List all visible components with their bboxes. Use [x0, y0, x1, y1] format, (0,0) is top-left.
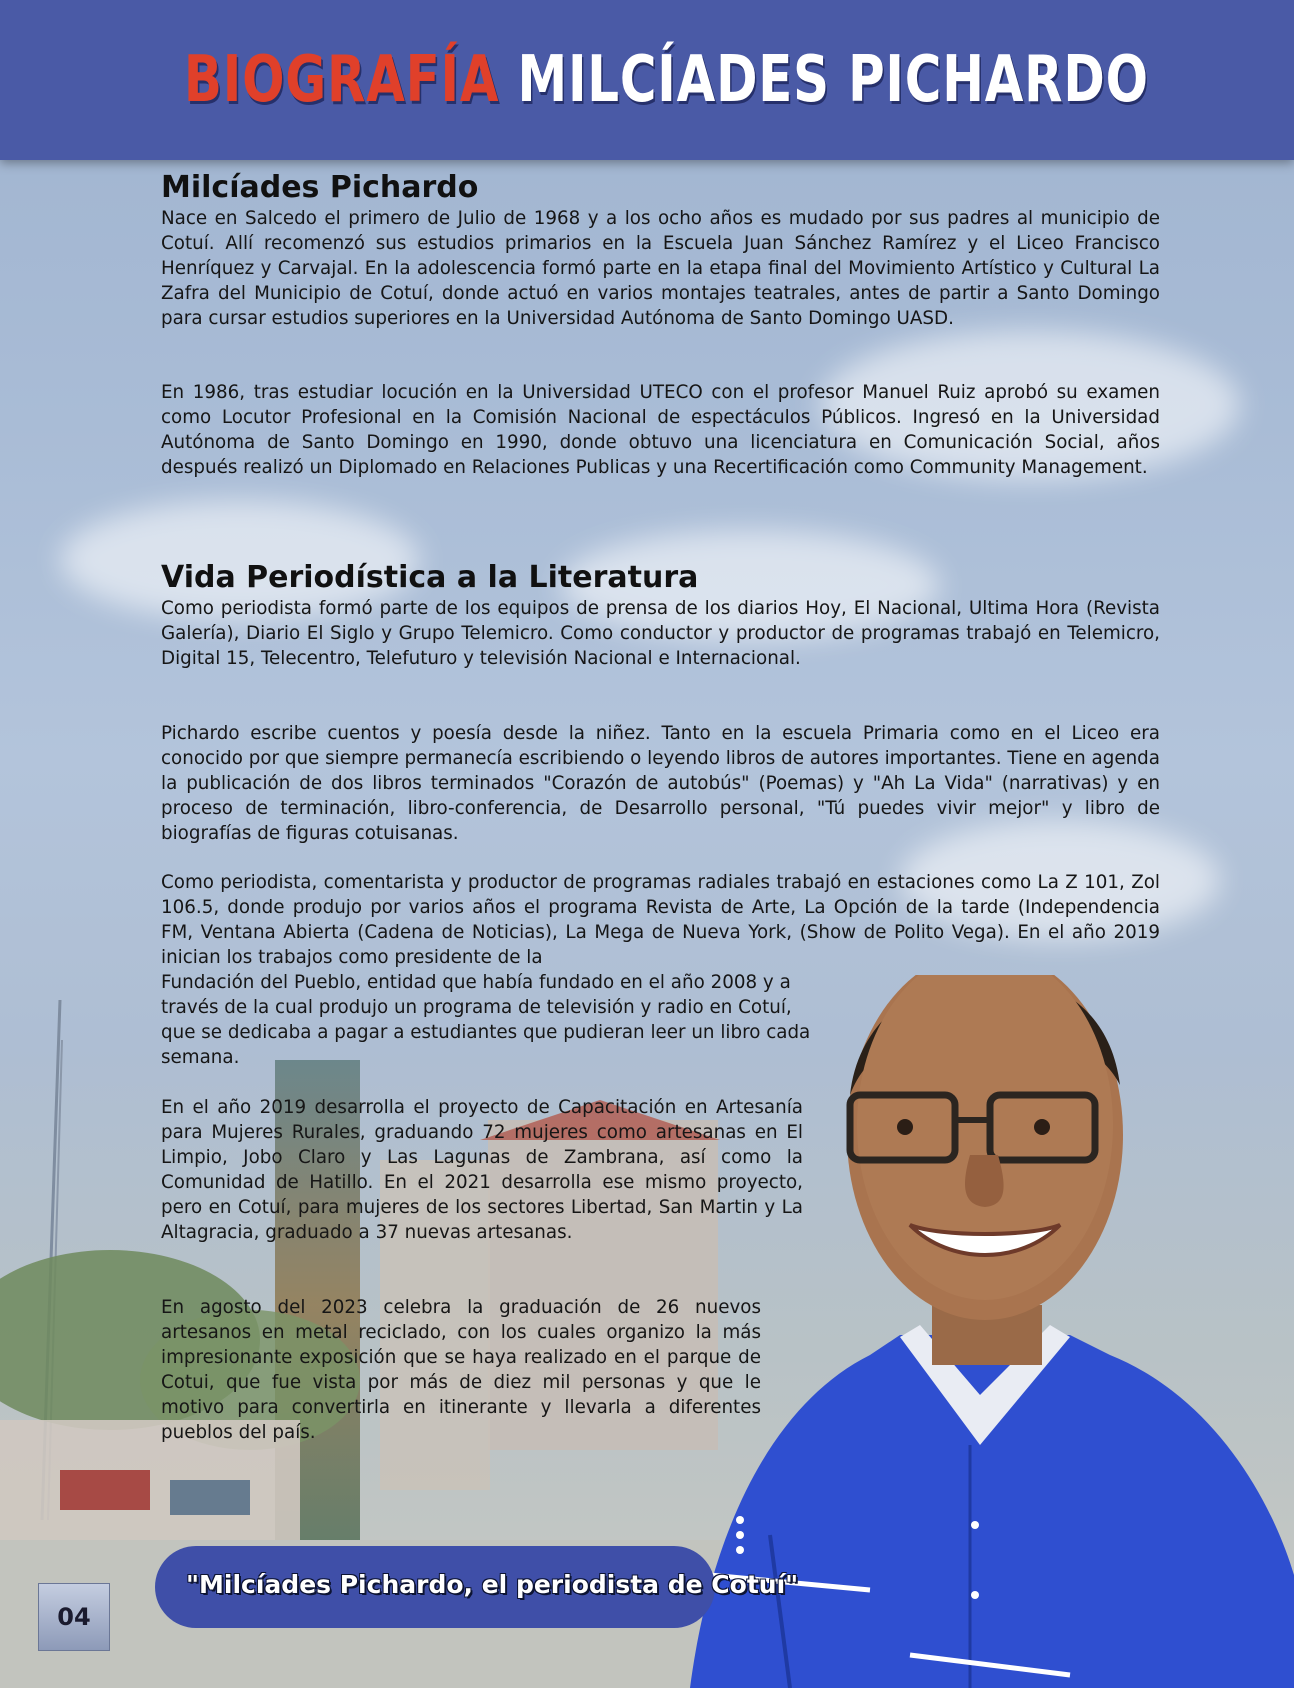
paragraph: En agosto del 2023 celebra la graduación de 26 nuevos artesanos en metal reciclado, con los cuales organizo la más impresionante exposición que se haya realizado en el parque de Cotui, que fue vista por más de diez mil personas y que le motivo para convertirla en itinerante y llevarla a diferentes pueblos del país. — [161, 1297, 761, 1443]
page-title — [162, 43, 1171, 117]
page-number-badge — [38, 1583, 110, 1651]
title-name: MILCÍADES PICHARDO — [517, 43, 1149, 117]
paragraph: Como periodista formó parte de los equipos de prensa de los diarios Hoy, El Nacional, Ultima Hora (Revista Galería), Diario El Siglo y Grupo Telemicro. Como conductor y productor de programas trabajó en Telemicro, Digital 15, Telecentro, Telefuturo y televisión Nacional e Internacional. — [161, 598, 1160, 669]
page-number: 04 — [57, 1603, 91, 1631]
quote-text: "Milcíades Pichardo, el periodista de Cotuí" — [186, 1570, 799, 1599]
section-heading: Milcíades Pichardo — [161, 170, 479, 205]
paragraph: En el año 2019 desarrolla el proyecto de Capacitación en Artesanía para Mujeres Rurales, graduando 72 mujeres como artesanas en El Limpio, Jobo Claro y Las Lagunas de Zambrana, así como la Comunidad de Hatillo. En el 2021 desarrolla ese mismo proyecto, pero en Cotuí, para mujeres de los sectores Libertad, San Martin y La Altagracia, graduado a 37 nuevas artesanas. — [161, 1097, 803, 1243]
paragraph: Como periodista, comentarista y productor de programas radiales trabajó en estaciones como La Z 101, Zol 106.5, donde produjo por varios años el programa Revista de Arte, La Opción de la tarde (Independencia FM, Ventana Abierta (Cadena de Noticias), La Mega de Nueva York, (Show de Polito Vega). En el año 2019 inician los trabajos como presidente de la — [161, 872, 1160, 968]
paragraph: En 1986, tras estudiar locución en la Universidad UTECO con el profesor Manuel Ruiz aprobó su examen como Locutor Profesional en la Comisión Nacional de espectáculos Públicos. Ingresó en la Universidad Autónoma de Santo Domingo en 1990, donde obtuvo una licenciatura en Comunicación Social, años después realizó un Diplomado en Relaciones Publicas y una Recertificación como Community Management. — [161, 382, 1160, 478]
header-banner — [0, 0, 1294, 160]
section-heading: Vida Periodística a la Literatura — [161, 560, 699, 595]
title-biografia: BIOGRAFÍA — [183, 43, 500, 117]
paragraph: Fundación del Pueblo, entidad que había fundado en el año 2008 y a través de la cual produjo un programa de televisión y radio en Cotuí, que se dedicaba a pagar a estudiantes que pudieran leer un libro cada semana. — [161, 972, 811, 1068]
paragraph: Nace en Salcedo el primero de Julio de 1968 y a los ocho años es mudado por sus padres al municipio de Cotuí. Allí recomenzó sus estudios primarios en la Escuela Juan Sánchez Ramírez y el Liceo Francisco Henríquez y Carvajal. En la adolescencia formó parte en la etapa final del Movimiento Artístico y Cultural La Zafra del Municipio de Cotuí, donde actuó en varios montajes teatrales, antes de partir a Santo Domingo para cursar estudios superiores en la Universidad Autónoma de Santo Domingo UASD. — [161, 208, 1160, 329]
paragraph: Pichardo escribe cuentos y poesía desde la niñez. Tanto en la escuela Primaria como en el Liceo era conocido por que siempre permanecía escribiendo o leyendo libros de autores importantes. Tiene en agenda la publicación de dos libros terminados "Corazón de autobús" (Poemas) y "Ah La Vida" (narrativas) y en proceso de terminación, libro-conferencia, de Desarrollo personal, "Tú puedes vivir mejor" y libro de biografías de figuras cotuisanas. — [161, 723, 1160, 844]
